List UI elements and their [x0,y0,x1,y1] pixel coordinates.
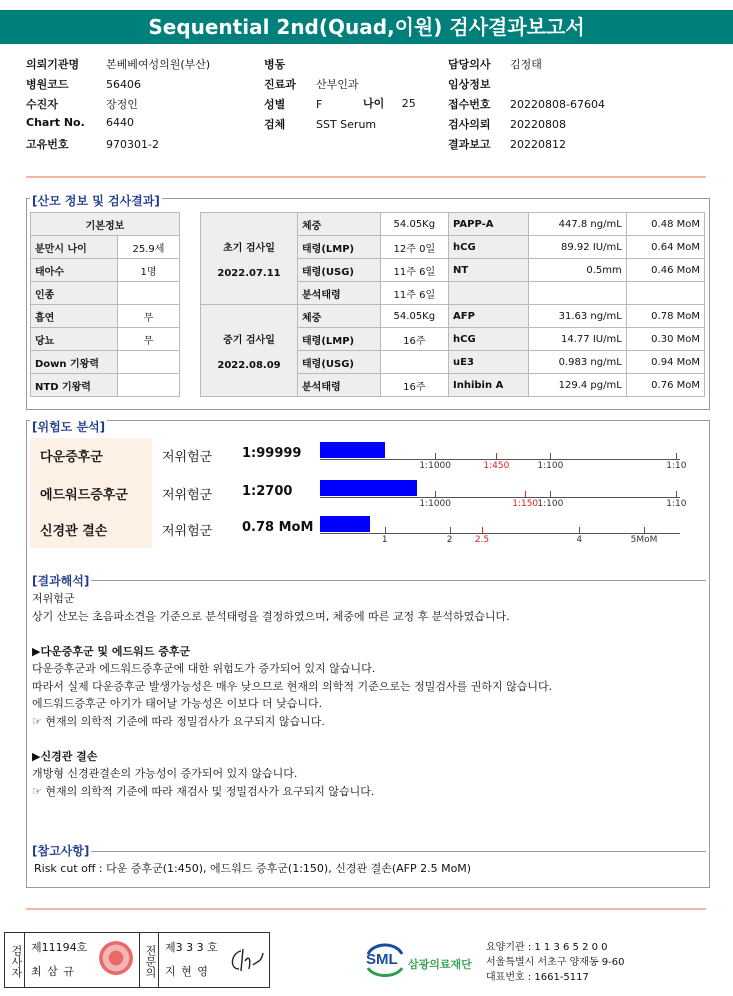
risk-tick-label: 1:1000 [419,461,452,471]
reference-text: Risk cut off : 다운 증후군(1:450), 에드워드 증후군(1:150), 신경관 결손(AFP 2.5 MoM) [34,862,472,875]
risk-tick [435,491,436,497]
marker-name: AFP [449,305,529,328]
interpretation-text [32,590,552,800]
header-key: 병동 [264,58,286,71]
basic-info-value [118,351,180,374]
risk-value: 1:99999 [242,446,302,461]
header-value: 20220808-67604 [510,98,605,111]
reference-divider [30,851,706,852]
specialist-name: 지 현 영 [165,965,209,978]
risk-tick-label: 1 [381,535,388,545]
risk-tick-label: 1:100 [537,461,564,471]
header-value: SST Serum [316,118,377,131]
risk-tick-label: 1:100 [537,499,564,509]
risk-axis [320,533,680,534]
header-key: 임상정보 [448,78,491,91]
header-row [448,136,718,156]
basic-info-value: 무 [118,328,180,351]
basic-info-key: 인종 [31,282,118,305]
report-title: Sequential 2nd(Quad,이원) 검사결과보고서 [0,10,733,44]
risk-tick [482,527,483,533]
param-key: 체중 [298,213,381,236]
basic-info-key: 당뇨 [31,328,118,351]
risk-tick-label: 1:450 [483,461,510,471]
param-key: 태령(USG) [298,351,381,374]
risk-tick-label: 1:10 [666,499,687,509]
inspector-name: 최 삼 규 [31,965,75,978]
marker-mom: 0.94 MoM [626,351,704,374]
risk-tick [579,527,580,533]
mid-date-cell [201,305,298,397]
marker-name: hCG [449,328,529,351]
mid-row [201,305,705,328]
logo-text: SML [366,951,398,968]
signature-icon [227,945,265,975]
header-key: 검체 [264,118,286,131]
header-row [264,116,444,136]
basic-info-key: 흡연 [31,305,118,328]
risk-bar [320,442,385,458]
risk-tick-label: 2.5 [474,535,490,545]
marker-value: 447.8 ng/mL [529,213,627,236]
header-col-2 [264,56,444,136]
marker-name: Inhibin A [449,374,529,397]
risk-tick [644,527,645,533]
header-key: Chart No. [26,116,85,129]
early-label: 초기 검사일 [223,242,275,254]
risk-group: 저위험군 [162,524,213,539]
header-row [26,96,256,116]
specialist-number: 제3 3 3 호 [165,941,218,954]
marker-value: 0.983 ng/mL [529,351,627,374]
risk-group: 저위험군 [162,450,213,465]
marker-mom [626,282,704,305]
param-value: 12주 0일 [380,236,448,259]
risk-tick-label: 1:150 [512,499,539,509]
basic-info-table [30,212,180,397]
divider-bottom [26,908,706,910]
interp-line: 따라서 실제 다운증후군 발생가능성은 매우 낮으므로 현재의 의학적 기준으로는 정밀검사를 권하지 않습니다. [32,679,553,693]
age-value: 25 [401,97,416,110]
basic-info-value: 25.9세 [118,236,180,259]
header-value: 장정인 [106,98,138,111]
marker-name: hCG [449,236,529,259]
basic-info-row [31,259,180,282]
risk-tick-label: 1:10 [666,461,687,471]
header-key: 성별 [264,98,286,111]
risk-tick [550,491,551,497]
header-value: 산부인과 [316,78,359,91]
marker-mom: 0.46 MoM [626,259,704,282]
risk-bar [320,480,417,496]
marker-name: uE3 [449,351,529,374]
org-contact [486,940,625,985]
basic-info-key: Down 기왕력 [31,351,118,374]
risk-section-title: [위험도 분석] [32,420,106,434]
param-value: 11주 6일 [380,282,448,305]
basic-info-key: NTD 기왕력 [31,374,118,397]
header-key: 수진자 [26,98,58,111]
header-col-1 [26,56,256,156]
header-value: 6440 [106,116,134,129]
basic-info-value: 무 [118,305,180,328]
header-row [26,76,256,96]
risk-name: 에드워드증후군 [40,488,128,503]
risk-tick-label: 2 [446,535,453,545]
divider [26,176,706,178]
marker-value: 31.63 ng/mL [529,305,627,328]
basic-info-row [31,305,180,328]
marker-value [529,282,627,305]
param-value: 16주 [380,374,448,397]
header-key: 결과보고 [448,138,491,151]
age-label: 나이 [363,97,385,110]
header-row [26,136,256,156]
header-row [26,116,256,136]
marker-mom: 0.64 MoM [626,236,704,259]
marker-value: 89.92 IU/mL [529,236,627,259]
header-value: 20220812 [510,138,566,151]
interp-line: 다운증후군과 에드워드증후군에 대한 위험도가 증가되어 있지 않습니다. [32,662,376,675]
age-field [363,95,416,111]
risk-tick [525,491,526,497]
interp-line [32,625,552,643]
param-key: 태령(USG) [298,259,381,282]
header-key: 검사의뢰 [448,118,491,131]
risk-axis [320,459,680,460]
header-col-3 [448,56,718,156]
interp-section-title: [결과해석] [32,574,90,588]
interp-line: 상기 산모는 초음파소견을 기준으로 분석태령을 결정하였으며, 체중에 따른 교정 후 분석하였습니다. [32,609,510,623]
early-row [201,213,705,236]
header-value: 본베베여성의원(부산) [106,58,211,71]
header-row [448,56,718,76]
care-number: 요양기관 : 1 1 3 6 5 2 0 0 [486,942,608,953]
header-row [264,96,444,116]
risk-tick [435,453,436,459]
risk-tick-label: 5MoM [630,535,658,545]
interp-divider [30,580,706,581]
risk-tick-label: 4 [576,535,583,545]
org-name: 삼광의료재단 [408,958,472,971]
interp-line [32,730,552,748]
risk-value: 0.78 MoM [242,520,314,535]
header-key: 고유번호 [26,138,69,151]
marker-name: PAPP-A [449,213,529,236]
specialist-label: 전문의 [139,933,159,987]
risk-tick [385,527,386,533]
mid-date: 2022.08.09 [217,359,281,371]
header-key: 담당의사 [448,58,491,71]
header-row [448,116,718,136]
basic-info-row [31,351,180,374]
basic-info-row [31,328,180,351]
header-key: 접수번호 [448,98,491,111]
risk-axis [320,497,680,498]
risk-name: 다운증후군 [40,450,103,465]
basic-info-row [31,282,180,305]
marker-value: 129.4 pg/mL [529,374,627,397]
test-result-table [200,212,705,397]
risk-group: 저위험군 [162,488,213,503]
header-key: 병원코드 [26,78,69,91]
param-value: 11주 6일 [380,259,448,282]
param-key: 태령(LMP) [298,328,381,351]
risk-tick [676,453,677,459]
header-value: 김정태 [510,58,542,71]
reference-section-title: [참고사항] [32,844,90,858]
marker-name [449,282,529,305]
marker-mom: 0.48 MoM [626,213,704,236]
sml-logo-icon [364,938,406,980]
interp-line: ▶신경관 결손 [32,749,98,763]
param-key: 체중 [298,305,381,328]
interp-line: ☞ 현재의 의학적 기준에 따라 재검사 및 정밀검사가 요구되지 않습니다. [32,784,375,798]
header-value: 56406 [106,78,141,91]
marker-mom: 0.78 MoM [626,305,704,328]
interp-line: 저위험군 [32,592,75,605]
early-date: 2022.07.11 [217,267,281,279]
inspector-label: 검사자 [5,933,25,987]
mother-section-title: [산모 정보 및 검사결과] [32,194,160,208]
org-phone: 대표번호 : 1661-5117 [486,972,589,983]
param-key: 태령(LMP) [298,236,381,259]
risk-bar [320,516,370,532]
param-value: 54.05Kg [380,213,448,236]
early-date-cell [201,213,298,305]
interp-line: ▶다운증후군 및 에드워드 증후군 [32,644,191,658]
header-row [264,76,444,96]
param-value: 54.05Kg [380,305,448,328]
header-row [26,56,256,76]
seal-stamp-icon [99,941,133,975]
header-value: 970301-2 [106,138,159,151]
mid-label: 중기 검사일 [223,334,275,346]
risk-tick [676,491,677,497]
basic-info-row [31,374,180,397]
marker-mom: 0.30 MoM [626,328,704,351]
basic-info-row [31,236,180,259]
risk-value: 1:2700 [242,484,293,499]
marker-value: 0.5mm [529,259,627,282]
interp-line: 에드워드증후군 아기가 태어날 가능성은 이보다 더 낮습니다. [32,697,323,710]
risk-tick-label: 1:1000 [419,499,452,509]
risk-tick [550,453,551,459]
interp-line: 개방형 신경관결손의 가능성이 증가되어 있지 않습니다. [32,767,298,780]
header-row [448,76,718,96]
param-key: 분석태령 [298,282,381,305]
signature-box [4,932,270,988]
basic-info-key: 분만시 나이 [31,236,118,259]
marker-mom: 0.76 MoM [626,374,704,397]
header-key: 의뢰기관명 [26,58,80,71]
risk-name: 신경관 결손 [40,524,108,539]
header-key: 진료과 [264,78,296,91]
header-value: 20220808 [510,118,566,131]
param-value [380,351,448,374]
basic-info-value [118,374,180,397]
risk-tick [496,453,497,459]
interp-line: ☞ 현재의 의학적 기준에 따라 정밀검사가 요구되지 않습니다. [32,714,325,728]
header-value: F [316,98,323,111]
param-value: 16주 [380,328,448,351]
basic-info-value: 1명 [118,259,180,282]
basic-info-value [118,282,180,305]
inspector-number: 제11194호 [31,941,88,954]
org-address: 서울특별시 서초구 양재동 9-60 [486,957,625,968]
header-row [448,96,718,116]
marker-name: NT [449,259,529,282]
param-key: 분석태령 [298,374,381,397]
basic-info-key: 태아수 [31,259,118,282]
header-row [264,56,444,76]
risk-tick [450,527,451,533]
basic-info-header: 기본정보 [31,213,180,236]
marker-value: 14.77 IU/mL [529,328,627,351]
